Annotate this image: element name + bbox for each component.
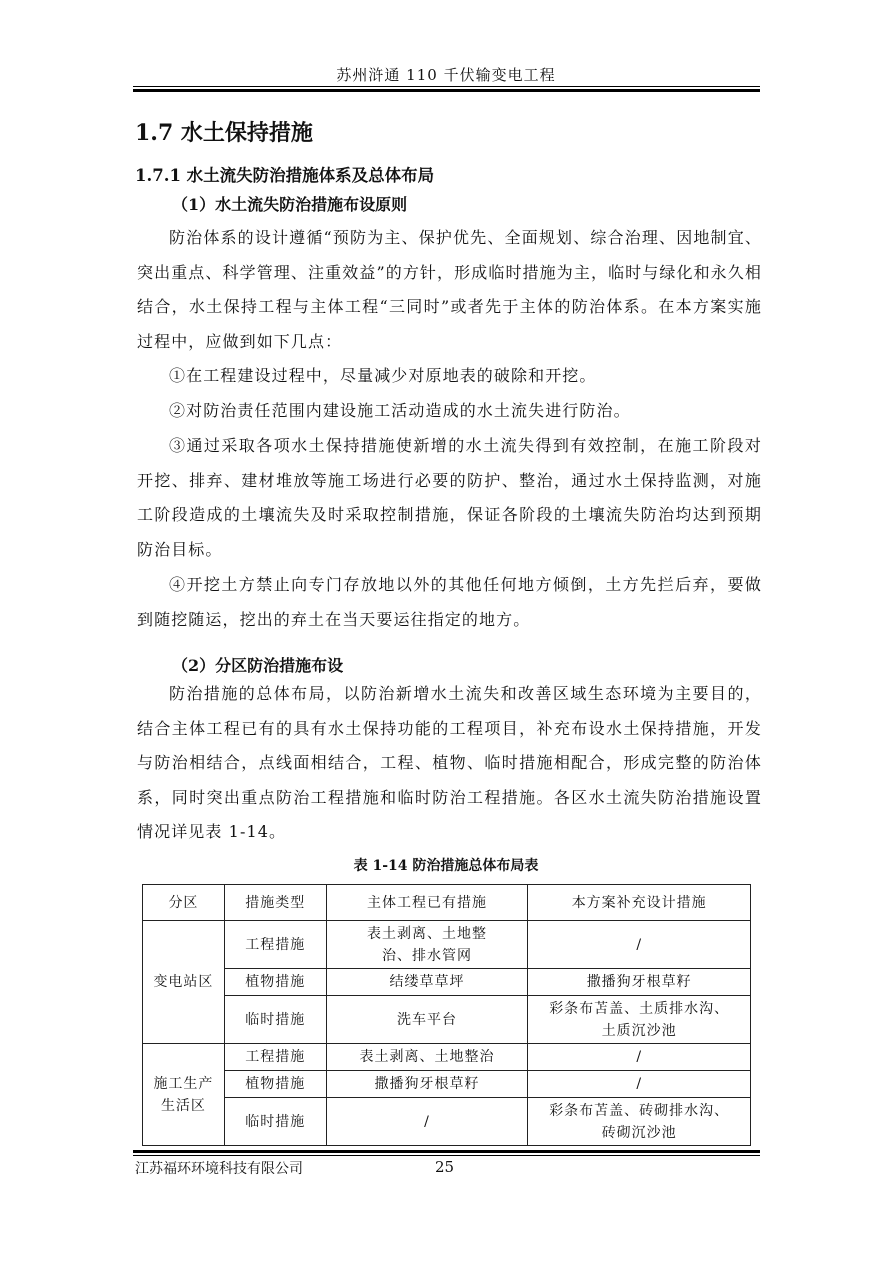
measure-type-cell: 植物措施 bbox=[224, 969, 326, 996]
table-header-cell: 分区 bbox=[143, 885, 225, 921]
existing-measure-cell: 结缕草草坪 bbox=[326, 969, 528, 996]
supplement-measure-cell: / bbox=[528, 921, 751, 969]
table-row bbox=[143, 1044, 751, 1071]
header-rule-thin bbox=[133, 86, 760, 87]
footer-rule-thick bbox=[133, 1150, 760, 1153]
table-row bbox=[143, 996, 751, 1044]
table-row bbox=[143, 1098, 751, 1146]
principle-item-1: ①在工程建设过程中，尽量减少对原地表的破除和开挖。 bbox=[169, 366, 597, 385]
zone-cell: 变电站区 bbox=[143, 921, 225, 1044]
section-title: 1.7 水土保持措施 bbox=[135, 120, 313, 146]
measures-layout-table bbox=[142, 884, 751, 1146]
footer-company-name: 江苏福环环境科技有限公司 bbox=[135, 1161, 303, 1177]
page-number: 25 bbox=[435, 1158, 455, 1176]
table-header-cell: 本方案补充设计措施 bbox=[528, 885, 751, 921]
existing-measure-cell: / bbox=[326, 1098, 528, 1146]
footer-rule-thin bbox=[133, 1155, 760, 1156]
measure-type-cell: 工程措施 bbox=[224, 921, 326, 969]
zoning-heading: （2）分区防治措施布设 bbox=[172, 656, 344, 675]
principle-item-2: ②对防治责任范围内建设施工活动造成的水土流失进行防治。 bbox=[169, 401, 631, 420]
zoning-paragraph: 防治措施的总体布局，以防治新增水土流失和改善区域生态环境为主要目的，结合主体工程已有的具有水土保持功能的工程项目，补充布设水土保持措施，开发与防治相结合，点线面相结合，工程、植物、临时措施相配合，形成完整的防治体系，同时突出重点防治工程措施和临时防治工程措施。各区水土流失防治措施设置情况详见表 1-14。 bbox=[137, 684, 762, 841]
measure-type-cell: 临时措施 bbox=[224, 1098, 326, 1146]
principle-item-4: ④开挖土方禁止向专门存放地以外的其他任何地方倾倒，土方先拦后弃，要做到随挖随运，挖出的弃土在当天要运往指定的地方。 bbox=[137, 575, 762, 629]
existing-measure-cell: 表土剥离、土地整治 bbox=[326, 1044, 528, 1071]
supplement-measure-cell: 彩条布苫盖、土质排水沟、土质沉沙池 bbox=[528, 996, 751, 1044]
table-row bbox=[143, 1071, 751, 1098]
principles-intro: 防治体系的设计遵循“预防为主、保护优先、全面规划、综合治理、因地制宜、突出重点、科学管理、注重效益”的方针，形成临时措施为主，临时与绿化和永久相结合，水土保持工程与主体工程“三同时”或者先于主体的防治体系。在本方案实施过程中，应做到如下几点： bbox=[137, 228, 762, 351]
table-row bbox=[143, 969, 751, 996]
measure-type-cell: 临时措施 bbox=[224, 996, 326, 1044]
table-caption: 表 1-14 防治措施总体布局表 bbox=[353, 858, 539, 874]
table-header-cell: 主体工程已有措施 bbox=[326, 885, 528, 921]
table-header-cell: 措施类型 bbox=[224, 885, 326, 921]
principle-item-3: ③通过采取各项水土保持措施使新增的水土流失得到有效控制，在施工阶段对开挖、排弃、建材堆放等施工场进行必要的防护、整治，通过水土保持监测，对施工阶段造成的土壤流失及时采取控制措施，保证各阶段的土壤流失防治均达到预期防治目标。 bbox=[137, 436, 762, 559]
supplement-measure-cell: / bbox=[528, 1071, 751, 1098]
zone-cell: 施工生产生活区 bbox=[143, 1044, 225, 1146]
existing-measure-cell: 表土剥离、土地整治、排水管网 bbox=[326, 921, 528, 969]
supplement-measure-cell: / bbox=[528, 1044, 751, 1071]
supplement-measure-cell: 彩条布苫盖、砖砌排水沟、砖砌沉沙池 bbox=[528, 1098, 751, 1146]
principles-heading: （1）水土流失防治措施布设原则 bbox=[172, 195, 408, 214]
header-rule-thick bbox=[133, 89, 760, 92]
existing-measure-cell: 洗车平台 bbox=[326, 996, 528, 1044]
table-header-row bbox=[143, 885, 751, 921]
supplement-measure-cell: 撒播狗牙根草籽 bbox=[528, 969, 751, 996]
subsection-title: 1.7.1 水土流失防治措施体系及总体布局 bbox=[135, 166, 435, 185]
measure-type-cell: 工程措施 bbox=[224, 1044, 326, 1071]
table-row bbox=[143, 921, 751, 969]
measure-type-cell: 植物措施 bbox=[224, 1071, 326, 1098]
running-header-title: 苏州浒通 110 千伏输变电工程 bbox=[336, 66, 556, 84]
existing-measure-cell: 撒播狗牙根草籽 bbox=[326, 1071, 528, 1098]
